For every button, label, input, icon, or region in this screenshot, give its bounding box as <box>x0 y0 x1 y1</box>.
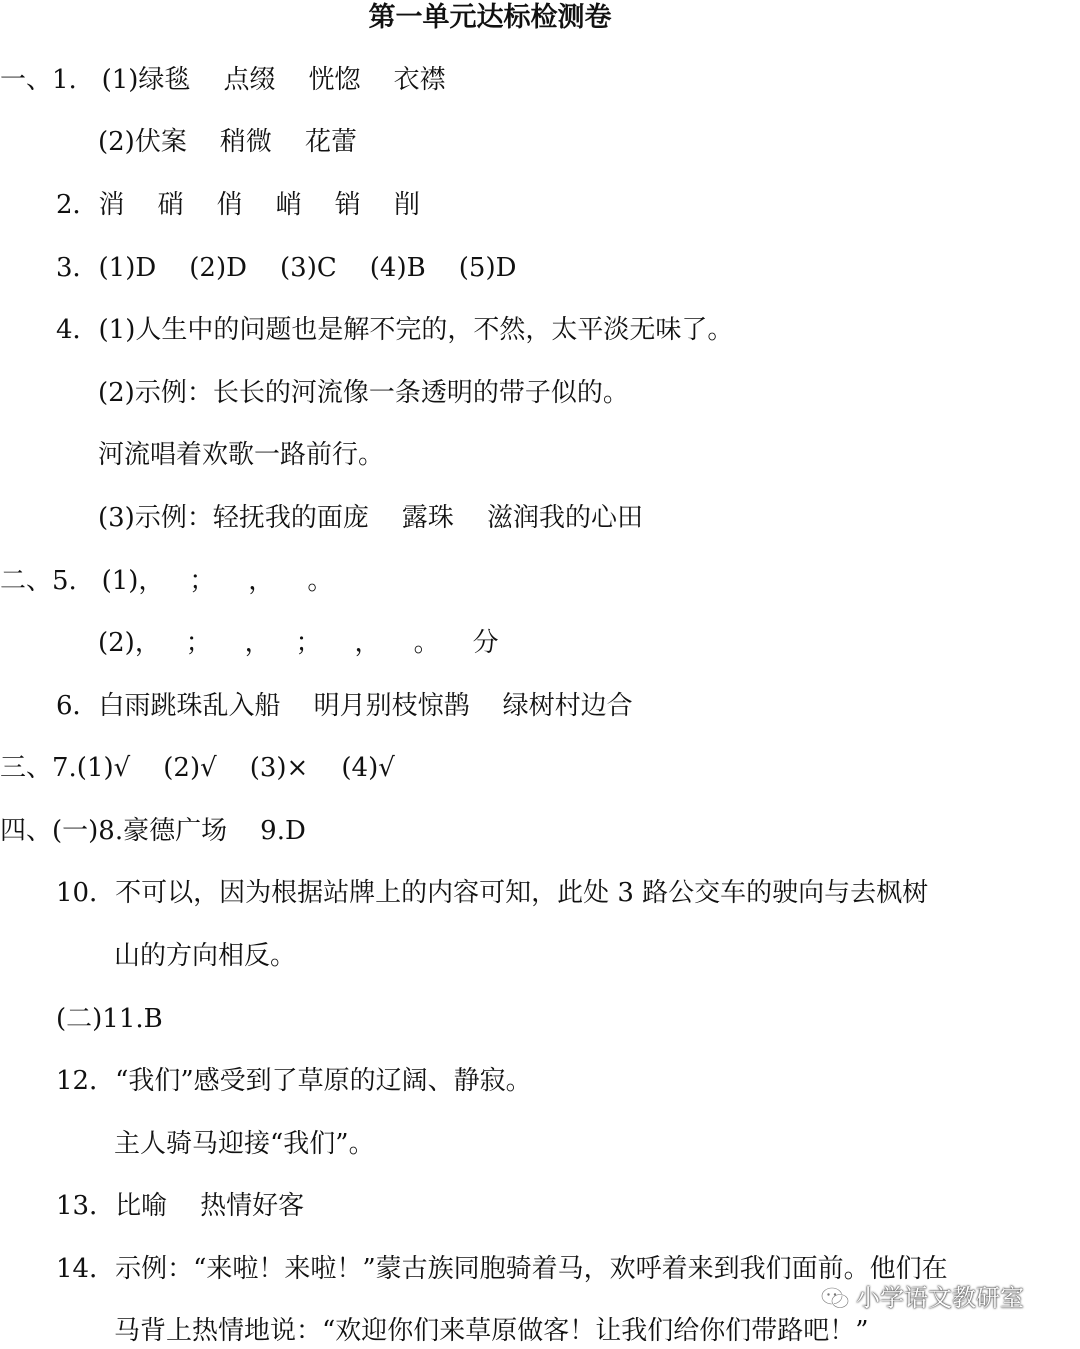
answer-line-2: (2)伏案 稍微 花蕾 <box>98 127 357 157</box>
answer-line-15: 山的方向相反。 <box>114 941 297 971</box>
answer-line-1: 一、1. (1)绿毯 点缀 恍惚 衣襟 <box>0 65 446 95</box>
answer-line-16: (二)11.B <box>56 1004 163 1034</box>
answer-line-3: 2．消 硝 俏 峭 销 削 <box>56 190 420 220</box>
answer-line-18: 主人骑马迎接“我们”。 <box>114 1129 375 1159</box>
wechat-watermark <box>820 1280 1024 1316</box>
answer-line-5: 4．(1)人生中的问题也是解不完的，不然，太平淡无味了。 <box>56 315 734 345</box>
answer-line-20: 14．示例：“来啦！来啦！”蒙古族同胞骑着马，欢呼着来到我们面前。他们在 <box>56 1254 948 1284</box>
answer-line-4: 3．(1)D (2)D (3)C (4)B (5)D <box>56 253 517 283</box>
answer-line-10: (2)， ； ， ； ， 。 分 <box>98 628 499 658</box>
answer-line-8: (3)示例：轻抚我的面庞 露珠 滋润我的心田 <box>98 503 643 533</box>
answer-line-19: 13．比喻 热情好客 <box>56 1191 305 1221</box>
answer-line-6: (2)示例：长长的河流像一条透明的带子似的。 <box>98 378 629 408</box>
answer-line-11: 6．白雨跳珠乱入船 明月别枝惊鹊 绿树村边合 <box>56 691 633 721</box>
answer-line-21: 马背上热情地说：“欢迎你们来草原做客！让我们给你们带路吧！” <box>114 1316 869 1346</box>
answer-line-14: 10．不可以，因为根据站牌上的内容可知，此处 3 路公交车的驶向与去枫树 <box>56 878 929 908</box>
page-title: 第一单元达标检测卷 <box>368 2 612 33</box>
answer-line-13: 四、(一)8.豪德广场 9.D <box>0 816 306 846</box>
answer-line-7: 河流唱着欢歌一路前行。 <box>98 440 385 470</box>
answer-line-12: 三、7.(1)√ (2)√ (3)× (4)√ <box>0 753 395 783</box>
answer-line-9: 二、5. (1)， ； ， 。 <box>0 566 334 596</box>
watermark-text: 小学语文教研室 <box>856 1284 1024 1312</box>
answer-line-17: 12．“我们”感受到了草原的辽阔、静寂。 <box>56 1066 532 1096</box>
wechat-icon <box>820 1285 850 1311</box>
